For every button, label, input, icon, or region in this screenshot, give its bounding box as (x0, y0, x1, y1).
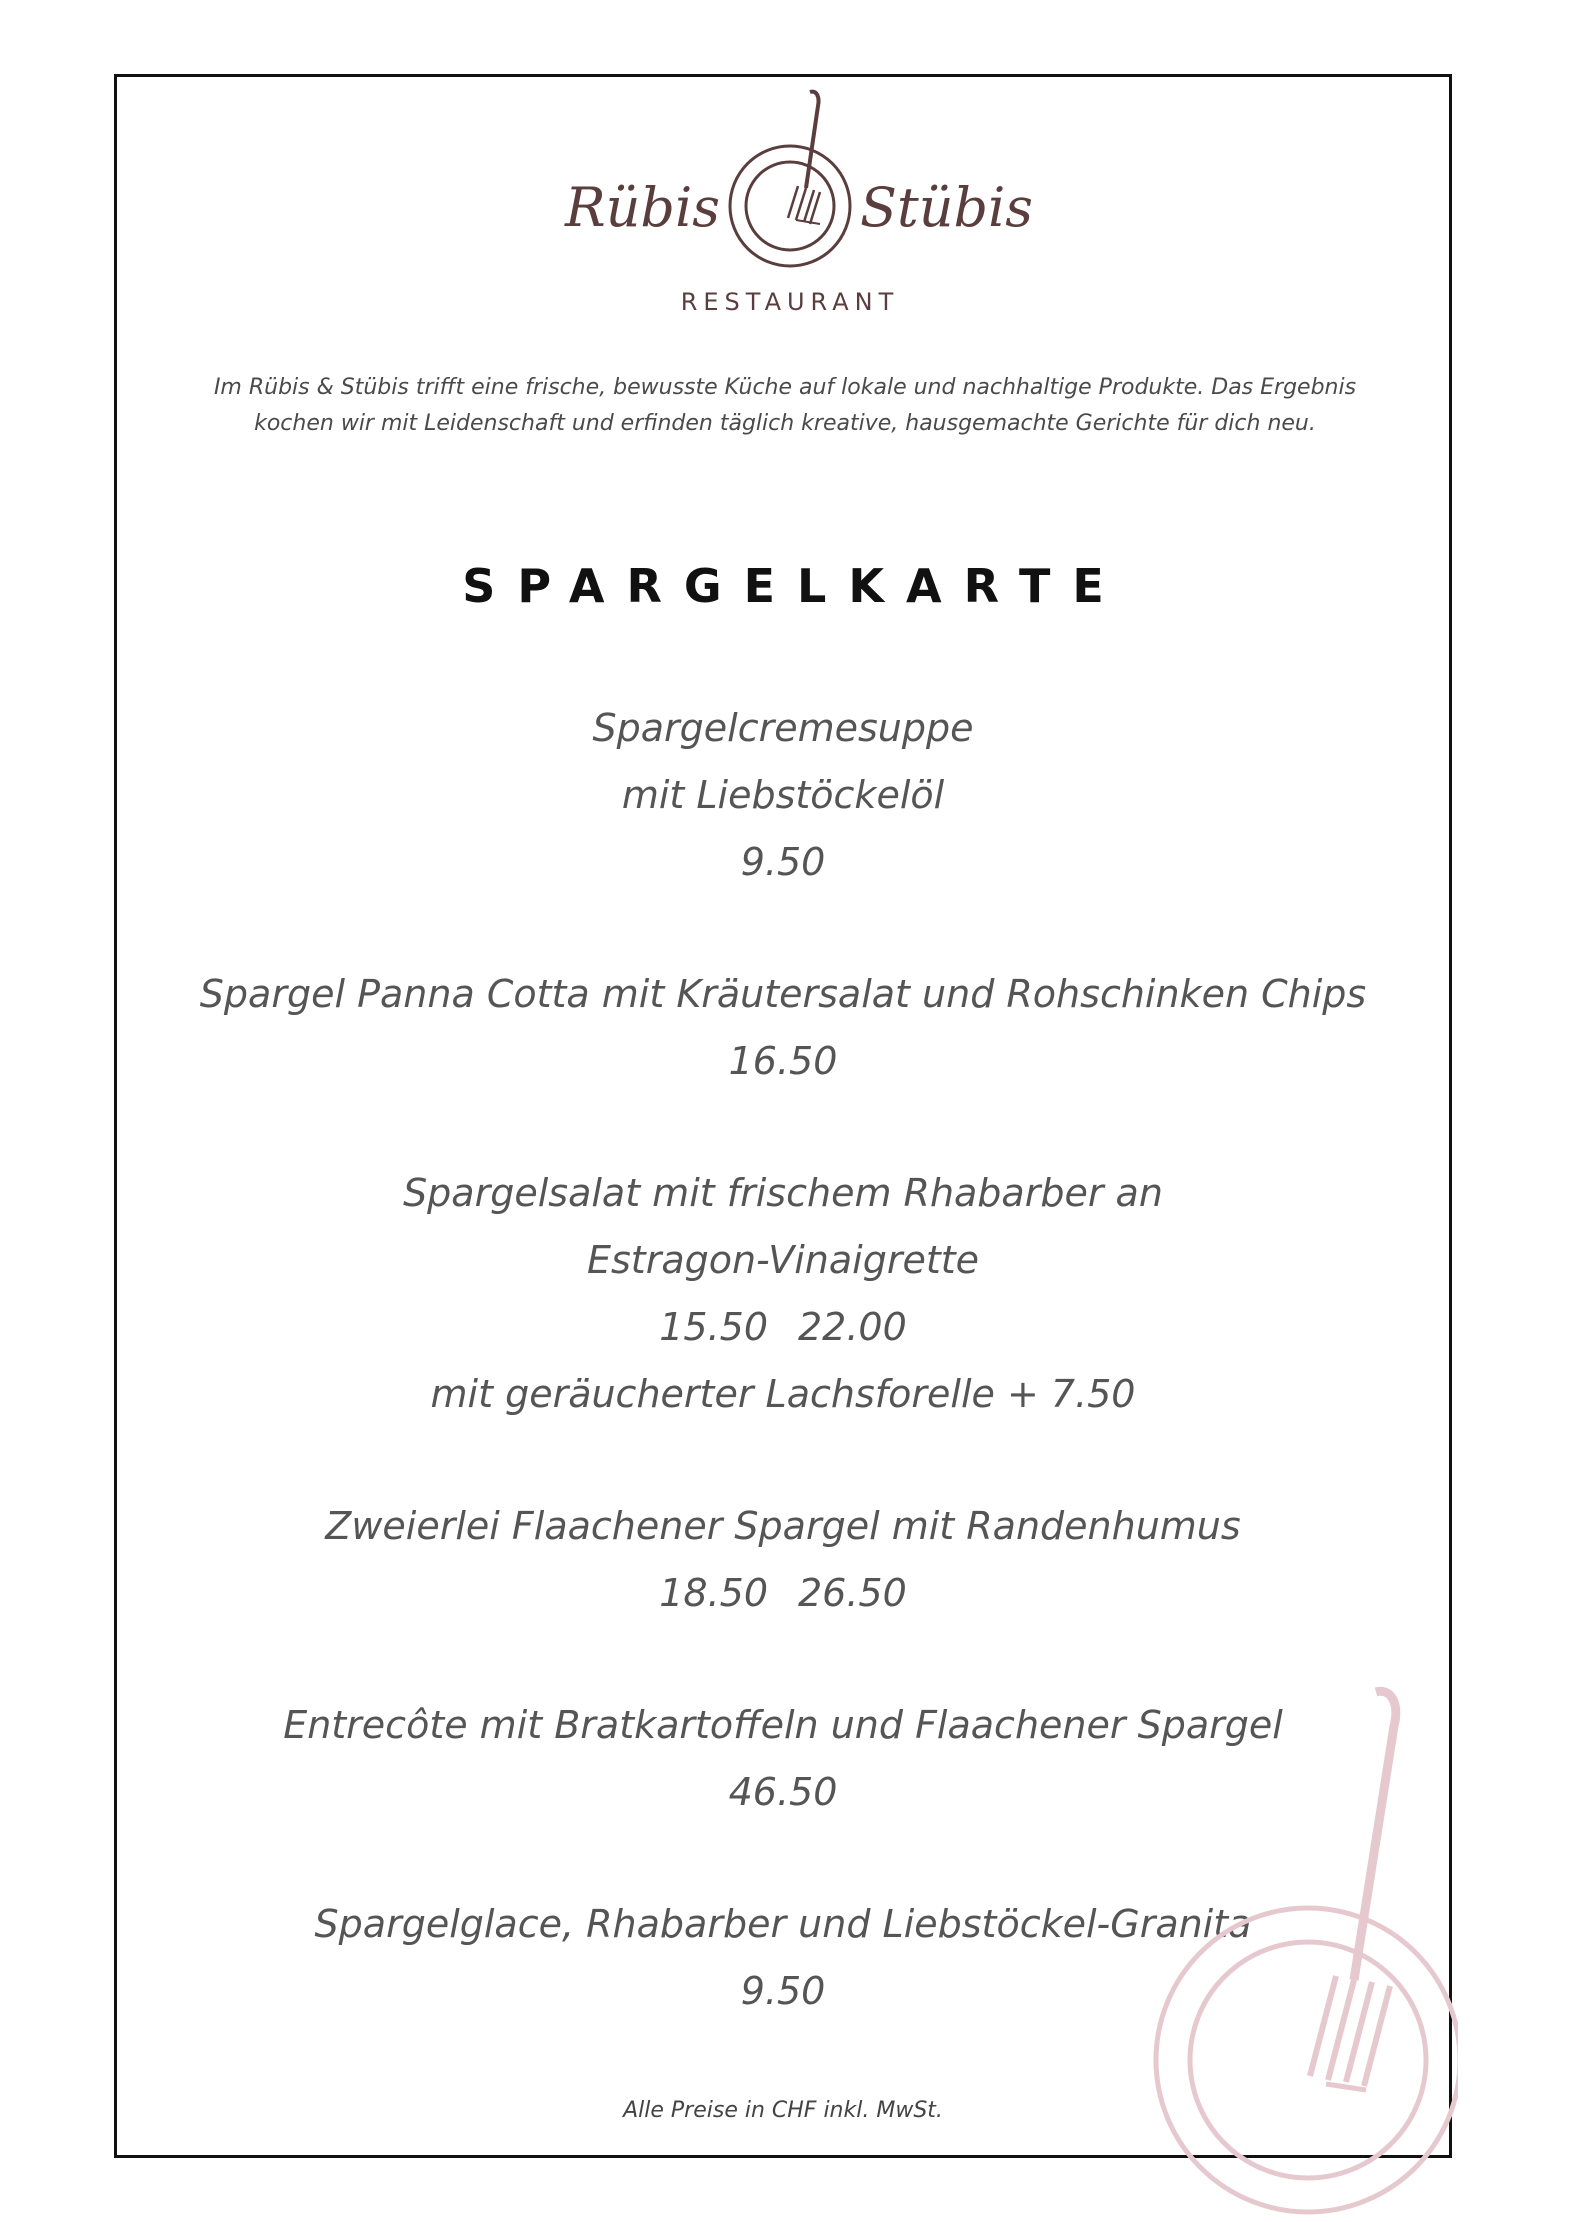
logo-tagline: RESTAURANT (680, 288, 900, 316)
dish-prices (114, 1028, 1452, 1095)
dish-prices (114, 1294, 1452, 1361)
plate-fork-icon (730, 92, 850, 266)
dish-name-line: Spargelcremesuppe (592, 706, 974, 750)
menu-item (114, 1891, 1452, 2025)
dish-name-line: Estragon-Vinaigrette (586, 1238, 980, 1282)
menu-item (114, 695, 1452, 896)
dish-prices (114, 1759, 1452, 1826)
dish-name-line: Zweierlei Flaachener Spargel mit Randenhumus (325, 1504, 1241, 1548)
dish-prices (114, 829, 1452, 896)
dish-price: 46.50 (728, 1770, 838, 1814)
menu-list (114, 695, 1452, 2025)
dish-prices (114, 1560, 1452, 1627)
page-title (114, 556, 1452, 616)
dish-price: 16.50 (728, 1039, 838, 1083)
intro-text: Im Rübis & Stübis trifft eine frische, bewusste Küche auf lokale und nachhaltige Produkte. Das Ergebnis kochen wir mit Leidenschaft und erfinden täglich kreative, hausgemachte Gerichte für dich neu. (213, 375, 1357, 436)
dish-price: 9.50 (740, 840, 826, 884)
dish-price: 9.50 (740, 1969, 826, 2013)
menu-item (114, 961, 1452, 1095)
dish-name-line: Entrecôte mit Bratkartoffeln und Flaachener Spargel (283, 1703, 1283, 1747)
dish-price-small: 15.50 (659, 1305, 768, 1349)
page-title-text: SPARGELKARTE (462, 559, 1126, 613)
menu-item (114, 1692, 1452, 1826)
dish-name-line: Spargelsalat mit frischem Rhabarber an (403, 1171, 1163, 1215)
dish-price-small: 18.50 (659, 1571, 768, 1615)
dish-prices (114, 1958, 1452, 2025)
dish-name-line: Spargel Panna Cotta mit Kräutersalat und Rohschinken Chips (199, 972, 1367, 1016)
dish-name-line: Spargelglace, Rhabarber und Liebstöckel-Granita (314, 1902, 1252, 1946)
restaurant-logo (520, 88, 1060, 328)
menu-item (114, 1160, 1452, 1428)
dish-price-large: 26.50 (798, 1571, 907, 1615)
logo-name-right: Stübis (860, 176, 1034, 239)
logo-name-left: Rübis (565, 176, 720, 239)
dish-price-large: 22.00 (798, 1305, 907, 1349)
price-note: Alle Preise in CHF inkl. MwSt. (623, 2098, 943, 2123)
dish-name-line: mit Liebstöckelöl (621, 773, 945, 817)
dish-extra-option: mit geräucherter Lachsforelle + 7.50 (430, 1372, 1136, 1416)
menu-item (114, 1493, 1452, 1627)
